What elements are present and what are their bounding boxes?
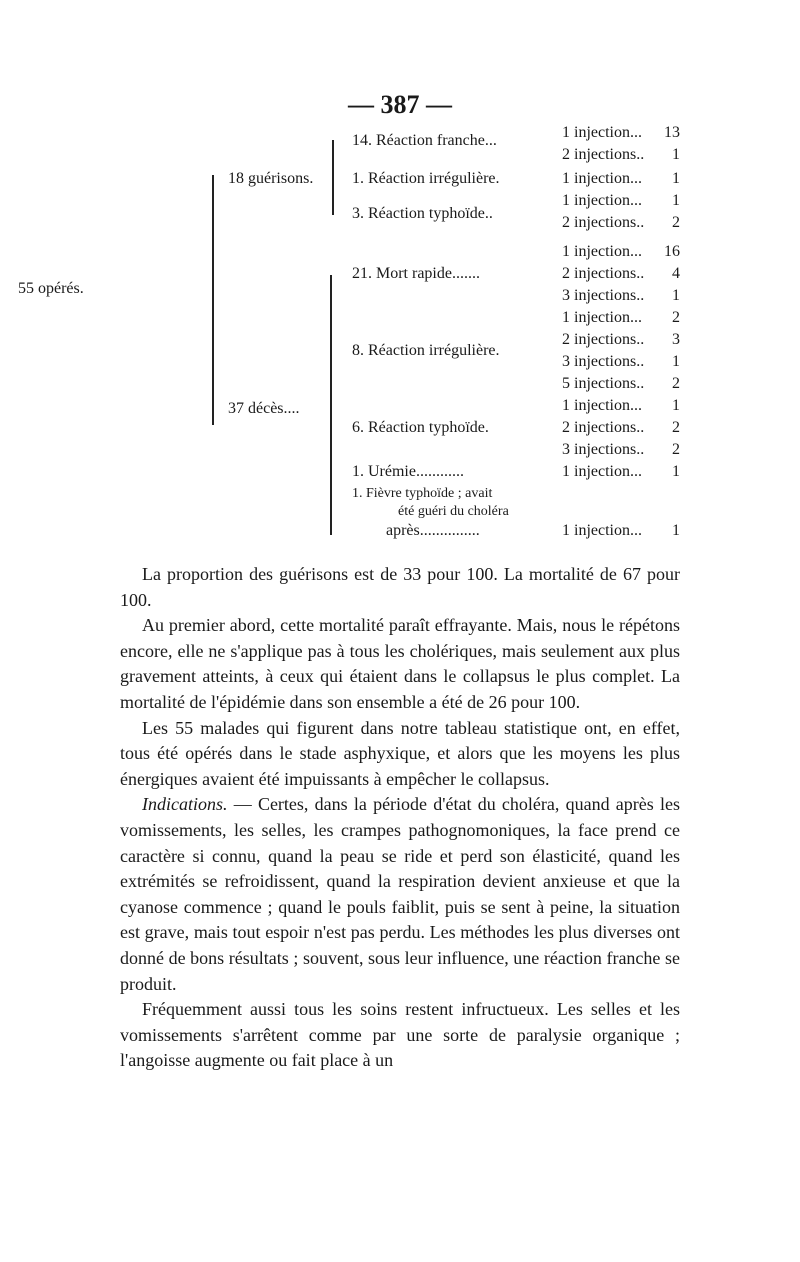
indications-label: Indications. [142, 794, 228, 815]
injection-cell: 3 injections.. [562, 287, 645, 304]
injection-cell: 1 injection... [562, 397, 642, 414]
injection-cell: 2 injections.. [562, 146, 645, 163]
page-number: — 387 — [348, 90, 452, 119]
count-cell: 16 [664, 243, 680, 260]
paragraph: Fréquemment aussi tous les soins restent infructueux. Les selles et les vomissements s'arrêtent comme par une sorte de paralysie organique ; l'angoisse augmente ou fait place à un [120, 999, 680, 1071]
paragraph-text: — Certes, dans la période d'état du choléra, quand après les vomissements, les selles, les crampes pathognomoniques, la face prend ce caractère si connu, quand la peau se ride et perd son élasticité, quand les extrémités se refroidissent, quand la respiration devient anxieuse et que la cyanose commence ; quand le pouls faiblit, puis se sent à peine, la situation est grave, mais tout espoir n'est pas perdu. Les méthodes les plus diverses ont donné de bons résultats ; souvent, sous leur influence, une réaction franche se produit. [120, 794, 680, 994]
reaction-row-continued: après............... [386, 522, 480, 539]
injection-cell: 1 injection... [562, 463, 642, 480]
paragraph-indications [120, 792, 680, 997]
injection-cell: 1 injection... [562, 192, 642, 209]
count-cell: 13 [664, 124, 680, 141]
count-cell: 4 [672, 265, 680, 282]
reaction-row: 14. Réaction franche... [352, 132, 497, 149]
count-cell: 1 [672, 353, 680, 370]
injection-cell: 2 injections.. [562, 331, 645, 348]
count-cell: 2 [672, 214, 680, 231]
injection-cell: 1 injection... [562, 243, 642, 260]
injection-cell: 5 injections.. [562, 375, 645, 392]
deces-brace [330, 275, 332, 535]
paragraph: Au premier abord, cette mortalité paraît effrayante. Mais, nous le répétons encore, elle ne s'applique pas à tous les cholériques, mais seulement aux plus gravement atteints, à ceux qui étaient dans le collapsus le plus complet. La mortalité de l'épidémie dans son ensemble a été de 26 pour 100. [120, 615, 680, 712]
count-cell: 1 [672, 192, 680, 209]
injection-cell: 1 injection... [562, 124, 642, 141]
count-cell: 1 [672, 522, 680, 539]
count-cell: 1 [672, 287, 680, 304]
reaction-row-continued: été guéri du choléra [398, 504, 509, 519]
guerisons-brace [332, 140, 334, 215]
injection-cell: 1 injection... [562, 522, 642, 539]
count-cell: 1 [672, 463, 680, 480]
body-text [120, 562, 680, 1074]
reaction-row: 3. Réaction typhoïde.. [352, 205, 493, 222]
count-cell: 2 [672, 309, 680, 326]
injection-cell: 2 injections.. [562, 214, 645, 231]
reaction-row: 8. Réaction irrégulière. [352, 342, 500, 359]
deces-label: 37 décès.... [228, 400, 300, 417]
injection-cell: 2 injections.. [562, 419, 645, 436]
injection-cell: 3 injections.. [562, 441, 645, 458]
count-cell: 2 [672, 375, 680, 392]
paragraph: La proportion des guérisons est de 33 pour 100. La mortalité de 67 pour 100. [120, 564, 680, 610]
count-cell: 2 [672, 419, 680, 436]
reaction-row: 6. Réaction typhoïde. [352, 419, 489, 436]
injection-cell: 1 injection... [562, 309, 642, 326]
injection-cell: 3 injections.. [562, 353, 645, 370]
count-cell: 1 [672, 170, 680, 187]
reaction-row: 1. Réaction irrégulière. [352, 170, 500, 187]
reaction-row: 1. Fièvre typhoïde ; avait [352, 486, 493, 501]
count-cell: 1 [672, 146, 680, 163]
injection-cell: 2 injections.. [562, 265, 645, 282]
injection-cell: 1 injection... [562, 170, 642, 187]
reaction-row: 21. Mort rapide....... [352, 265, 480, 282]
paragraph: Les 55 malades qui figurent dans notre tableau statistique ont, en effet, tous été opérés dans le stade asphyxique, et alors que les moyens les plus énergiques avaient été impuissants à empêcher le collapsus. [120, 717, 680, 789]
outer-brace [212, 175, 214, 425]
count-cell: 2 [672, 441, 680, 458]
guerisons-label: 18 guérisons. [228, 170, 314, 187]
reaction-row: 1. Urémie............ [352, 463, 464, 480]
count-cell: 1 [672, 397, 680, 414]
count-cell: 3 [672, 331, 680, 348]
total-label: 55 opérés. [18, 280, 84, 297]
